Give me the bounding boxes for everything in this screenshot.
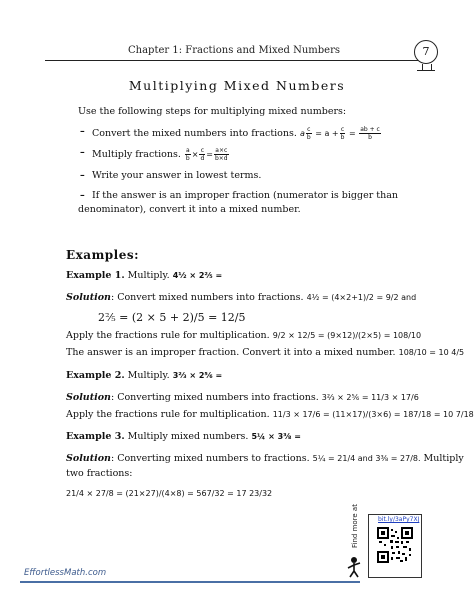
step-2-math-res-den: b×d [214, 155, 228, 162]
step-2-math-times: × [191, 150, 199, 159]
example-2-step-2-text: Apply the fractions rule for multiplication. [66, 409, 270, 420]
chapter-header [45, 44, 423, 61]
example-1-prompt: Multiply. [127, 270, 170, 281]
bullet-1: – [80, 126, 85, 137]
step-4-line-1: If the answer is an improper fraction (numerator is bigger than [92, 190, 398, 201]
step-1-math: a $\frac{c}{b}$ = a + $\frac{c}{b}$ = $\frac{ab + c}{b}$ [299, 126, 380, 141]
bullet-2: – [80, 147, 85, 158]
example-1-solution-label: Solution [66, 292, 111, 303]
step-2-math-b: b [185, 155, 190, 162]
example-3-line [66, 431, 301, 443]
step-1 [92, 126, 382, 141]
site-link[interactable]: EffortlessMath.com [24, 568, 107, 578]
step-1-math-c: c [307, 126, 311, 133]
example-1-step-2-math: 9/2 × 12/5 = (9×12)/(2×5) = 108/10 [272, 331, 422, 340]
example-2-solution-math: 3⅔ × 2⅚ = 11/3 × 17/6 [321, 393, 419, 402]
step-2-math [184, 147, 230, 162]
example-1-step-2-text: Apply the fractions rule for multiplication. [66, 330, 270, 341]
step-2-math-a: a [185, 147, 190, 154]
examples-heading: Examples: [66, 248, 140, 262]
bullet-3: – [80, 170, 85, 181]
example-2-step-2 [66, 409, 474, 421]
example-3-final-math: 21/4 × 27/8 = (21×27)/(4×8) = 567/32 = 17 23/32 [66, 489, 273, 498]
example-1-expr: 4½ × 2⅖ = [172, 271, 223, 280]
example-1-solution-text: : Convert mixed numbers into fractions. [110, 292, 304, 303]
example-1-solution [66, 292, 416, 304]
step-2-math-d: d [200, 155, 205, 162]
qr-link[interactable]: bit.ly/3aPy7XJ [378, 516, 420, 523]
step-2-text: Multiply fractions. [92, 149, 181, 160]
example-1-label: Example 1. [66, 270, 125, 281]
example-3-solution-label: Solution [66, 453, 111, 464]
example-1-step-3-math: 108/10 = 10 4/5 [398, 348, 465, 357]
example-1-line [66, 270, 222, 282]
example-2-label: Example 2. [66, 370, 125, 381]
example-3-solution [66, 453, 464, 465]
step-1-math-b: b [306, 134, 311, 141]
step-4-line-2: denominator), convert it into a mixed number. [78, 204, 301, 215]
step-1-math-res-den: b [368, 134, 372, 141]
example-1-solution-math-2: 2⅖ = (2 × 5 + 2)/5 = 12/5 [98, 311, 246, 324]
step-1-text: Convert the mixed numbers into fractions. [92, 128, 297, 139]
example-3-line-2: two fractions: [66, 468, 133, 479]
page-number-base-icon [417, 70, 435, 71]
intro-text: Use the following steps for multiplying mixed numbers: [78, 106, 347, 117]
example-2-solution [66, 392, 419, 404]
step-2 [92, 147, 230, 162]
example-3-solution-math: 5¼ = 21/4 and 3⅜ = 27/8. [312, 454, 421, 463]
step-3: Write your answer in lowest terms. [92, 170, 262, 181]
example-1-step-3 [66, 347, 464, 359]
example-2-step-2-math: 11/3 × 17/6 = (11×17)/(3×6) = 187/18 = 10 7/18 [272, 410, 474, 419]
example-3-solution-tail: Multiply [423, 453, 464, 464]
section-title: Multiplying Mixed Numbers [128, 78, 346, 93]
qr-side-text: Find more at [351, 504, 359, 548]
example-3-prompt: Multiply mixed numbers. [127, 431, 249, 442]
example-2-line [66, 370, 222, 382]
step-2-math-eq: = [206, 150, 213, 159]
example-1-solution-math-1: 4½ = (4×2+1)/2 = 9/2 and [306, 293, 417, 302]
step-2-math-c: c [200, 147, 204, 154]
example-3-label: Example 3. [66, 431, 125, 442]
example-2-solution-label: Solution [66, 392, 111, 403]
example-2-expr: 3⅔ × 2⅚ = [172, 371, 223, 380]
step-1-math-res-num: ab + c [360, 126, 380, 133]
footer-divider [20, 581, 360, 583]
step-1-math-plus: = a + [315, 129, 339, 138]
bullet-4: – [80, 190, 85, 201]
example-3-solution-text: : Converting mixed numbers to fractions. [110, 453, 310, 464]
example-2-prompt: Multiply. [127, 370, 170, 381]
example-3-expr: 5¼ × 3⅜ = [251, 432, 301, 441]
qr-code-icon [377, 527, 413, 563]
example-1-step-2 [66, 330, 421, 342]
step-2-math-res-num: a×c [215, 147, 228, 154]
reading-person-icon [345, 556, 363, 578]
example-1-step-3-text: The answer is an improper fraction. Convert it into a mixed number. [66, 347, 396, 358]
step-1-math-a: a [299, 129, 305, 138]
example-2-solution-text: : Converting mixed numbers into fractions. [110, 392, 319, 403]
page-number: 7 [414, 40, 438, 64]
chapter-title: Chapter 1: Fractions and Mixed Numbers [128, 45, 340, 56]
